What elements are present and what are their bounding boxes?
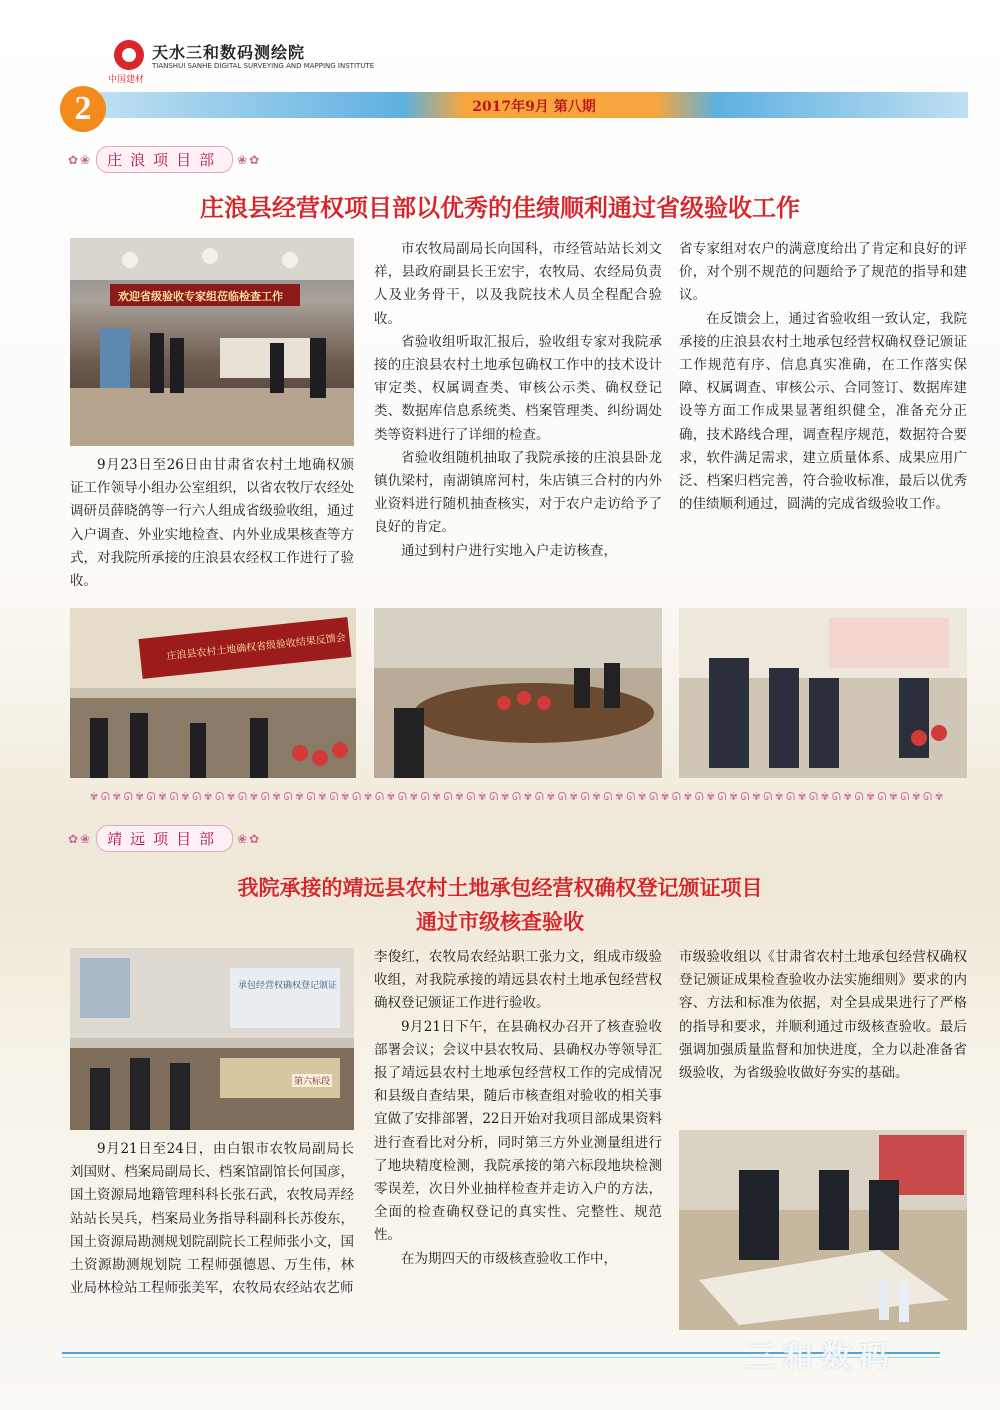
paragraph: 市农牧局副局长向国科，市经管站站长刘文祥，县政府副县长王宏宇，农牧局、农经局负责人及业务骨干，以及我院技术人员全程配合验收。 (374, 241, 662, 327)
paragraph: 市级验收组以《甘肃省农村土地承包经营权确权登记颁证成果检查验收办法实施细则》要求的内容、方法和标准为依据，对全县成果进行了严格的指导和要求，并顺利通过市级核查验收。最后强调加强质量监督和加快进度，全力以赴准备省级验收，为省级验收做好夯实的基础。 (679, 949, 967, 1082)
photo-feedback-meeting (70, 608, 356, 778)
section2-col1 (70, 1138, 354, 1300)
flower-decoration-icon: ❀✿ (237, 831, 262, 846)
paragraph: 通过到村户进行实地入户走访核查， (401, 542, 617, 559)
issue-bar (100, 92, 968, 118)
photo-meeting-welcome (70, 238, 354, 446)
section-divider: ✾ᘏ✾ᘏ✾ᘏ✾ᘏ✾ᘏ✾ᘏ✾ᘏ✾ᘏ✾ᘏ✾ᘏ✾ᘏ✾ᘏ✾ᘏ✾ᘏ✾ᘏ✾ᘏ✾ᘏ✾ᘏ✾ᘏ✾ᘏ✾ᘏ✾ᘏ✾ᘏ✾ᘏ✾ᘏ✾ᘏ✾ᘏ✾ᘏ✾ᘏ✾ᘏ✾ᘏ✾ᘏ✾ᘏ✾ᘏ✾ᘏ✾ᘏ✾ᘏ✾ (90, 790, 946, 803)
paragraph: 9月23日至26日由甘肃省农村土地确权颁证工作领导小组办公室组织，以省农牧厅农经处调研员薛晓鸽等一行六人组成省级验收组，通过入户调查、外业实地检查、内外业成果核查等方式，对我院所承接的庄浪县农经权工作进行了验收。 (70, 457, 354, 590)
paragraph: 省专家组对农户的满意度给出了肯定和良好的评价，对个别不规范的问题给予了规范的指导和建议。 (679, 241, 967, 304)
photo-sign-text: 第六标段 (292, 1074, 332, 1087)
paragraph: 在为期四天的市级核查验收工作中， (401, 1250, 617, 1267)
paragraph: 在反馈会上，通过省验收组一致认定，我院承接的庄浪县农村土地承包经营权确权登记颁证工作规范有序、信息真实准确，在工作落实保障、权属调查、审核公示、合同签订、数据库建设等方面工作成果显著组织健全，准备充分正确，技术路线合理，调查程序规范，数据符合要求，软件满足需求，建立质量体系、成果应用广泛、档案归档完善，符合验收标准，最后以优秀的佳绩顺利通过，圆满的完成省级验收工作。 (679, 310, 967, 513)
section2-headline-line1: 我院承接的靖远县农村土地承包经营权确权登记颁证项目 (237, 876, 763, 900)
section2-col3 (679, 946, 967, 1085)
page-number: 2 (60, 86, 106, 132)
section1-headline: 庄浪县经营权项目部以优秀的佳绩顺利通过省级验收工作 (200, 194, 800, 222)
paragraph: 9月21日至24日，由白银市农牧局副局长刘国财、档案局副局长、档案馆副馆长何国彦，国土资源局地籍管理科科长张石武，农牧局弄经站站长吴兵，档案局业务指导科副科长苏俊东，国土资源局勘测规划院副院长工程师张小文，国土资源勘测规划院 工程师强德恩、万生伟，林业局林检站工程师张美军，农牧局农经站农艺师 (70, 1141, 354, 1297)
photo-field-visit-art (679, 608, 967, 778)
photo-meeting-welcome-art (70, 238, 354, 446)
photo-map-review-art (679, 1130, 967, 1330)
section2-col2 (374, 946, 662, 1271)
issue-date: 2017年9月 第八期 (472, 99, 596, 115)
photo-map-review (679, 1130, 967, 1330)
photo-meeting-table-art (374, 608, 662, 778)
section1-col3 (679, 238, 967, 516)
paragraph: 省验收组随机抽取了我院承接的庄浪县卧龙镇仇梁村，南湖镇席河村，朱店镇三合村的内外业资料进行随机抽查核实，对于农户走访给予了良好的肯定。 (374, 449, 662, 536)
photo-meeting-table (374, 608, 662, 778)
paragraph: 9月21日下午，在县确权办召开了核查验收部署会议；会议中县农牧局、县确权办等领导汇报了靖远县农村土地承包经营权工作的完成情况和县级自查结果，随后市核查组对验收的相关事宜做了安排部署，22日开始对我项目部成果资料进行查看比对分析，同时第三方外业测量组进行了地块精度检测，我院承接的第六标段地块检测零误差，次日外业抽样检查并走访入户的方法，全面的检查确权登记的真实性、完整性、规范性。 (374, 1018, 662, 1244)
photo-city-inspection-meeting (70, 948, 354, 1130)
section1-col2 (374, 238, 662, 563)
photo-banner-text: 承包经营权确权登记颁证 (238, 981, 338, 991)
section1-col1 (70, 454, 354, 593)
photo-city-inspection-meeting-art (70, 948, 354, 1130)
section1-tag: 庄浪项目部 (96, 146, 233, 173)
flower-decoration-icon: ✿❀ (68, 831, 93, 846)
paragraph: 省验收组听取汇报后，验收组专家对我院承接的庄浪县农村土地承包确权工作中的技术设计审定类、权属调查类、审核公示类、确权登记类、数据库信息系统类、档案管理类、纠纷调处类等资料进行了详细的检查。 (374, 333, 662, 443)
logo-subtitle: 中国建材 (108, 75, 145, 85)
photo-banner-text: 庄浪县农村土地确权省级验收结果反馈会 (166, 632, 347, 663)
footer-watermark: 三和数码 (745, 1340, 897, 1375)
flower-decoration-icon: ✿❀ (68, 152, 93, 167)
flower-decoration-icon: ❀✿ (237, 152, 262, 167)
section2-headline-line2: 通过市级核查验收 (416, 910, 584, 934)
section1-tag-group (68, 146, 261, 173)
photo-banner-text: 欢迎省级验收专家组莅临检查工作 (118, 290, 283, 303)
org-name-cn: 天水三和数码测绘院 (152, 43, 306, 62)
photo-field-visit (679, 608, 967, 778)
section2-tag-group (68, 825, 261, 852)
paragraph: 李俊红，农牧局农经站职工张力文，组成市级验收组，对我院承接的靖远县农村土地承包经营权确权登记颁证工作进行验收。 (374, 949, 662, 1012)
org-name-en: TIANSHUI SANHE DIGITAL SURVEYING AND MAPPING INSTITUTE (152, 62, 375, 70)
institute-logo (114, 40, 144, 70)
section2-tag: 靖远项目部 (96, 825, 233, 852)
